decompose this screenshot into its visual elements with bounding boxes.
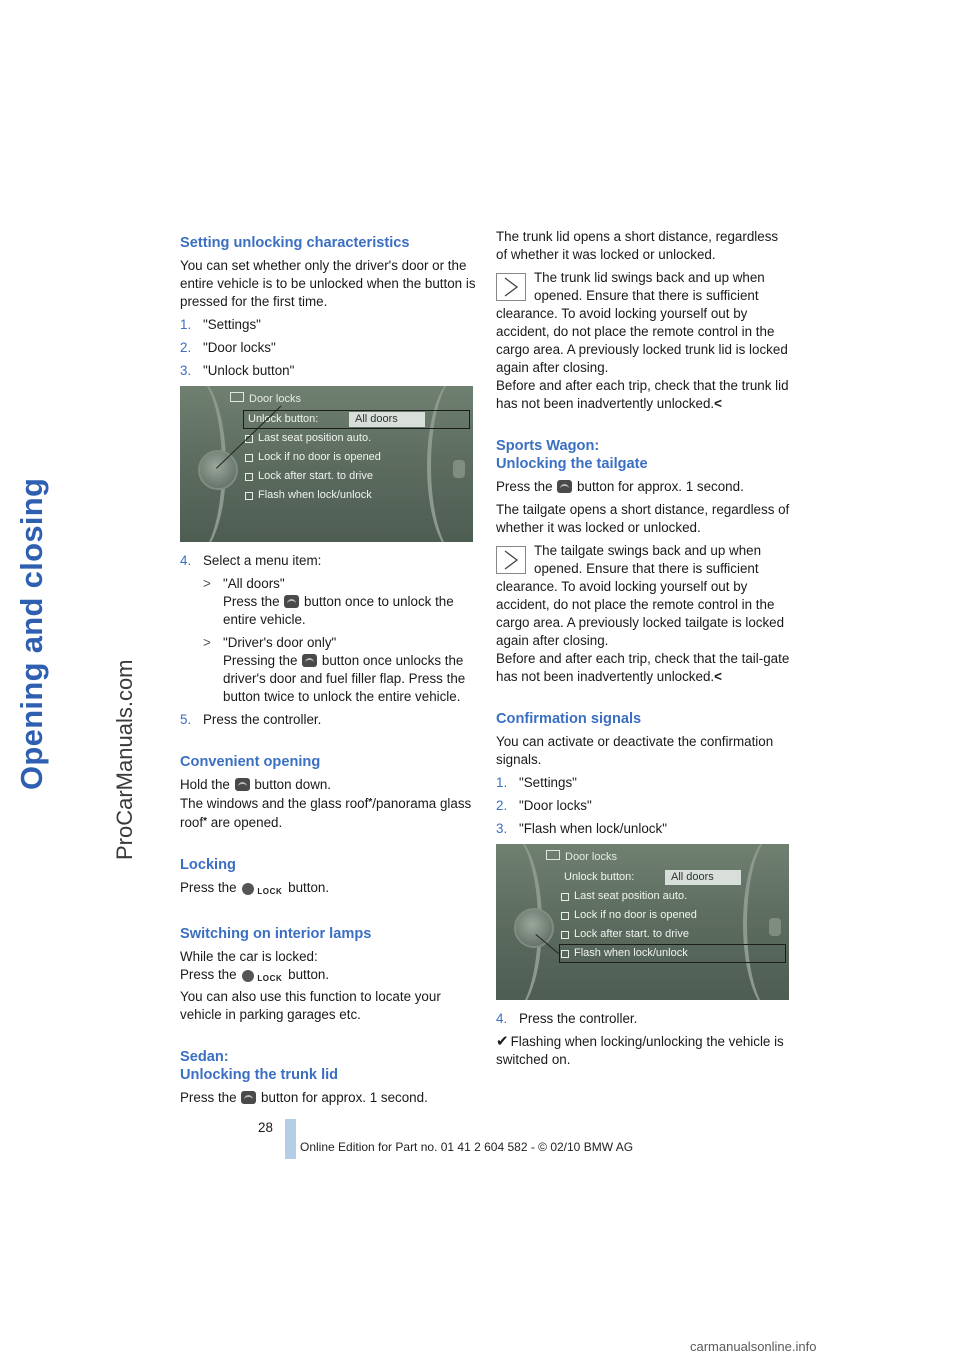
- list-item: > "All doors" Press the button once to unlock the entire vehicle.: [203, 576, 454, 627]
- check-text: ✔ Flashing when locking/unlocking the vehicle is switched on.: [496, 1033, 784, 1067]
- remote-lock-icon: LOCK: [242, 968, 282, 988]
- unlock-steps: [180, 316, 476, 380]
- list-item: 2. "Door locks": [496, 798, 592, 813]
- list-item: 1. "Settings": [180, 317, 261, 332]
- remote-unlock-icon: [284, 595, 299, 608]
- car-icon: [230, 392, 244, 402]
- list-item: 2. "Door locks": [180, 340, 276, 355]
- confirm-steps: [496, 774, 792, 838]
- checkbox-icon: [561, 931, 569, 939]
- controller-knob-icon: [198, 450, 238, 490]
- checkbox-icon: [245, 454, 253, 462]
- menu-row: Lock after start. to drive: [560, 926, 785, 943]
- list-item: > "Driver's door only" Pressing the button once unlocks the driver's door and fuel filler flap. Press the button twice to unlock the entire vehicle.: [203, 635, 466, 704]
- menu-row: Lock if no door is opened: [560, 907, 785, 924]
- list-item: 5. Press the controller.: [180, 712, 322, 727]
- lamps-text: While the car is locked: Press the LOCK button. You can also use this function to locate your vehicle in parking garages etc.: [180, 949, 441, 1022]
- footer-bar: [285, 1119, 296, 1159]
- chapter-title: Opening and closing: [14, 477, 49, 790]
- locking-text: Press the LOCK button.: [180, 879, 476, 901]
- menu-row: Last seat position auto.: [560, 888, 785, 905]
- checkbox-icon: [561, 893, 569, 901]
- page-number: 28: [258, 1120, 273, 1135]
- menu-row: Last seat position auto.: [244, 430, 469, 447]
- trunk-note: The trunk lid swings back and up when opened. Ensure that there is sufficient clearance. To avoid locking yourself out by accident, do not place the remote control in the cargo area. A previously locked trunk lid is locked again after closing. Before and after each trip, check that the trunk lid has not been inadvertently unlocked.<: [496, 270, 789, 411]
- checkmark-icon: ✔: [496, 1033, 509, 1050]
- list-item: 4. Select a menu item:: [180, 553, 322, 568]
- menu-row-unlock-button: Unlock button: All doors: [560, 869, 785, 886]
- menu-row-flash: Flash when lock/unlock: [560, 945, 785, 962]
- list-item: 1. "Settings": [496, 775, 577, 790]
- menu-row: Lock after start. to drive: [244, 468, 469, 485]
- list-item: 3. "Flash when lock/unlock": [496, 821, 667, 836]
- confirm-intro: You can activate or deactivate the confirmation signals.: [496, 734, 774, 767]
- confirm-heading: Confirmation signals: [496, 711, 642, 727]
- screen-title: Door locks: [546, 850, 617, 864]
- list-item: 4. Press the controller.: [496, 1011, 638, 1026]
- wagon-text: Press the button for approx. 1 second.: [496, 479, 744, 494]
- menu-row: Lock if no door is opened: [244, 449, 469, 466]
- remote-unlock-icon: [302, 654, 317, 667]
- door-locks-screen-flash: [496, 844, 789, 1000]
- door-locks-screen-unlock: [180, 386, 473, 542]
- menu-row-unlock-button: Unlock button: All doors: [244, 411, 469, 428]
- tailgate-text: The tailgate opens a short distance, regardless of whether it was locked or unlocked.: [496, 502, 790, 535]
- remote-lock-icon: LOCK: [242, 881, 282, 901]
- checkbox-icon: [245, 492, 253, 500]
- screen-title: Door locks: [230, 392, 301, 406]
- unlock-heading: Setting unlocking characteristics: [180, 235, 410, 251]
- trunk-text: The trunk lid opens a short distance, regardless of whether it was locked or unlocked.: [496, 229, 779, 262]
- car-icon: [546, 850, 560, 860]
- lamps-heading: Switching on interior lamps: [180, 926, 372, 942]
- edition-text: Online Edition for Part no. 01 41 2 604 582 - © 02/10 BMW AG: [300, 1140, 634, 1154]
- remote-trunk-icon: [557, 480, 572, 493]
- sedan-text: Press the button for approx. 1 second.: [180, 1090, 428, 1105]
- tailgate-note: The tailgate swings back and up when opened. Ensure that there is sufficient clearance. To avoid locking yourself out by accident, do not place the remote control in the cargo area. A previously locked tailgate is locked again after closing. Before and after each trip, check that the tail-gate has not been inadvertently unlocked.<: [496, 543, 790, 684]
- checkbox-icon: [561, 950, 569, 958]
- checkbox-icon: [561, 912, 569, 920]
- note-triangle-icon: [496, 546, 526, 574]
- list-item: 3. "Unlock button": [180, 363, 295, 378]
- note-triangle-icon: [496, 273, 526, 301]
- controller-knob-icon: [514, 908, 554, 948]
- convenient-heading: Convenient opening: [180, 754, 321, 770]
- menu-row: Flash when lock/unlock: [244, 487, 469, 504]
- remote-unlock-icon: [235, 778, 250, 791]
- locking-heading: Locking: [180, 857, 236, 873]
- unlock-intro: You can set whether only the driver's door or the entire vehicle is to be unlocked when the button is pressed for the first time.: [180, 258, 476, 309]
- right-column: [496, 228, 792, 1074]
- sedan-heading: Sedan: Unlocking the trunk lid: [180, 1049, 339, 1083]
- wagon-heading: Sports Wagon: Unlocking the tailgate: [496, 438, 648, 472]
- left-column: [180, 228, 476, 1112]
- convenient-text: Hold the button down. The windows and the glass roof*/panorama glass roof* are opened.: [180, 777, 472, 830]
- remote-trunk-icon: [241, 1091, 256, 1104]
- site-watermark: carmanualsonline.info: [690, 1339, 817, 1354]
- checkbox-icon: [245, 473, 253, 481]
- watermark: ProCarManuals.com: [112, 659, 137, 860]
